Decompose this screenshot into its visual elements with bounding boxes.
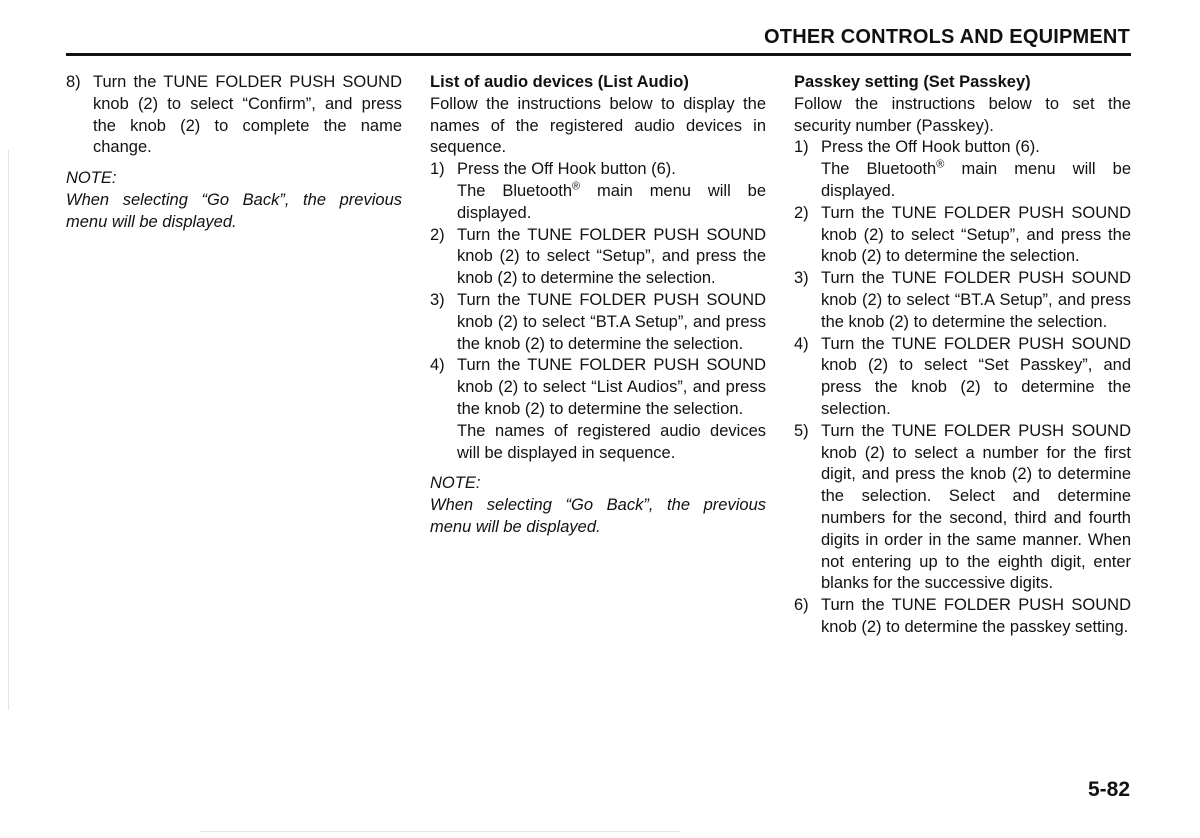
step-text: Press the Off Hook button (6). bbox=[821, 138, 1040, 157]
step-item bbox=[430, 225, 766, 290]
step-text: Turn the TUNE FOLDER PUSH SOUND knob (2) to select “BT.A Setup”, and press the knob (2) to determine the selection. bbox=[821, 269, 1131, 331]
header-divider bbox=[66, 53, 1131, 56]
step-number: 2) bbox=[794, 203, 809, 222]
step-number: 5) bbox=[794, 421, 809, 440]
step-subtext bbox=[821, 159, 1131, 203]
step-number: 4) bbox=[430, 356, 445, 375]
step-item bbox=[66, 72, 402, 159]
section-heading: Passkey setting (Set Passkey) bbox=[794, 73, 1031, 91]
step-list bbox=[66, 72, 402, 159]
step-subtext-b: main menu will be displayed. bbox=[821, 160, 1131, 200]
step-subtext: The names of registered audio devices will be displayed in sequence. bbox=[457, 421, 766, 462]
step-number: 3) bbox=[794, 269, 809, 288]
step-number: 1) bbox=[430, 160, 445, 179]
section-heading: List of audio devices (List Audio) bbox=[430, 73, 689, 91]
step-text: Turn the TUNE FOLDER PUSH SOUND knob (2) to select “Set Passkey”, and press the knob (2) to determine the selection. bbox=[821, 334, 1131, 418]
step-text: Turn the TUNE FOLDER PUSH SOUND knob (2) to select “List Audios”, and press the knob (2) to determine the selection. bbox=[457, 356, 766, 418]
column-1 bbox=[66, 72, 402, 234]
scan-edge-mark bbox=[200, 831, 680, 832]
step-item bbox=[430, 355, 766, 464]
step-number: 8) bbox=[66, 73, 81, 91]
step-item bbox=[794, 203, 1131, 268]
step-text: Turn the TUNE FOLDER PUSH SOUND knob (2) to select a number for the first digit, and press the knob (2) to determine the selection. Select and determine numbers for the second, third and fourth digits in order in the same manner. When not entering up to the eighth digit, enter blanks for the successive digits. bbox=[821, 421, 1131, 593]
step-number: 6) bbox=[794, 596, 809, 615]
column-2 bbox=[430, 72, 766, 539]
column-3 bbox=[794, 72, 1131, 639]
intro-text: Follow the instructions below to display the names of the registered audio devices in sequence. bbox=[430, 94, 766, 157]
step-list bbox=[794, 137, 1131, 638]
step-number: 4) bbox=[794, 334, 809, 353]
step-text: Turn the TUNE FOLDER PUSH SOUND knob (2) to select “Setup”, and press the knob (2) to determine the selection. bbox=[457, 225, 766, 288]
note-label: NOTE: bbox=[66, 169, 117, 188]
note-label: NOTE: bbox=[430, 474, 481, 493]
step-text: Turn the TUNE FOLDER PUSH SOUND knob (2) to select “BT.A Setup”, and press the knob (2) to determine the selection. bbox=[457, 290, 766, 353]
step-item bbox=[794, 268, 1131, 333]
step-number: 1) bbox=[794, 138, 809, 157]
step-list bbox=[430, 159, 766, 464]
note-text: When selecting “Go Back”, the previous menu will be displayed. bbox=[430, 496, 766, 536]
step-subtext-a: The Bluetooth bbox=[457, 181, 573, 200]
step-subtext-b: main menu will be displayed. bbox=[457, 181, 766, 222]
page-number: 5-82 bbox=[1087, 778, 1130, 801]
section-title: OTHER CONTROLS AND EQUIPMENT bbox=[764, 26, 1130, 48]
step-number: 3) bbox=[430, 290, 445, 309]
step-number: 2) bbox=[430, 225, 445, 244]
step-text: Turn the TUNE FOLDER PUSH SOUND knob (2) to determine the passkey setting. bbox=[821, 596, 1131, 636]
step-item bbox=[794, 595, 1131, 639]
intro-text: Follow the instructions below to set the security number (Passkey). bbox=[794, 94, 1131, 135]
step-item bbox=[430, 159, 766, 224]
step-text: Turn the TUNE FOLDER PUSH SOUND knob (2) to select “Setup”, and press the knob (2) to determine the selection. bbox=[821, 203, 1131, 266]
note-text: When selecting “Go Back”, the previous menu will be displayed. bbox=[66, 190, 402, 231]
scan-edge-mark bbox=[8, 150, 9, 710]
step-text: Press the Off Hook button (6). bbox=[457, 160, 676, 179]
registered-mark: ® bbox=[572, 180, 581, 193]
step-item bbox=[794, 421, 1131, 595]
registered-mark: ® bbox=[936, 158, 945, 171]
step-subtext-a: The Bluetooth bbox=[821, 160, 937, 179]
step-item bbox=[794, 137, 1131, 202]
step-item bbox=[430, 290, 766, 355]
step-text: Turn the TUNE FOLDER PUSH SOUND knob (2) to select “Confirm”, and press the knob (2) to complete the name change. bbox=[93, 73, 402, 157]
step-item bbox=[794, 334, 1131, 421]
step-subtext bbox=[457, 181, 766, 225]
